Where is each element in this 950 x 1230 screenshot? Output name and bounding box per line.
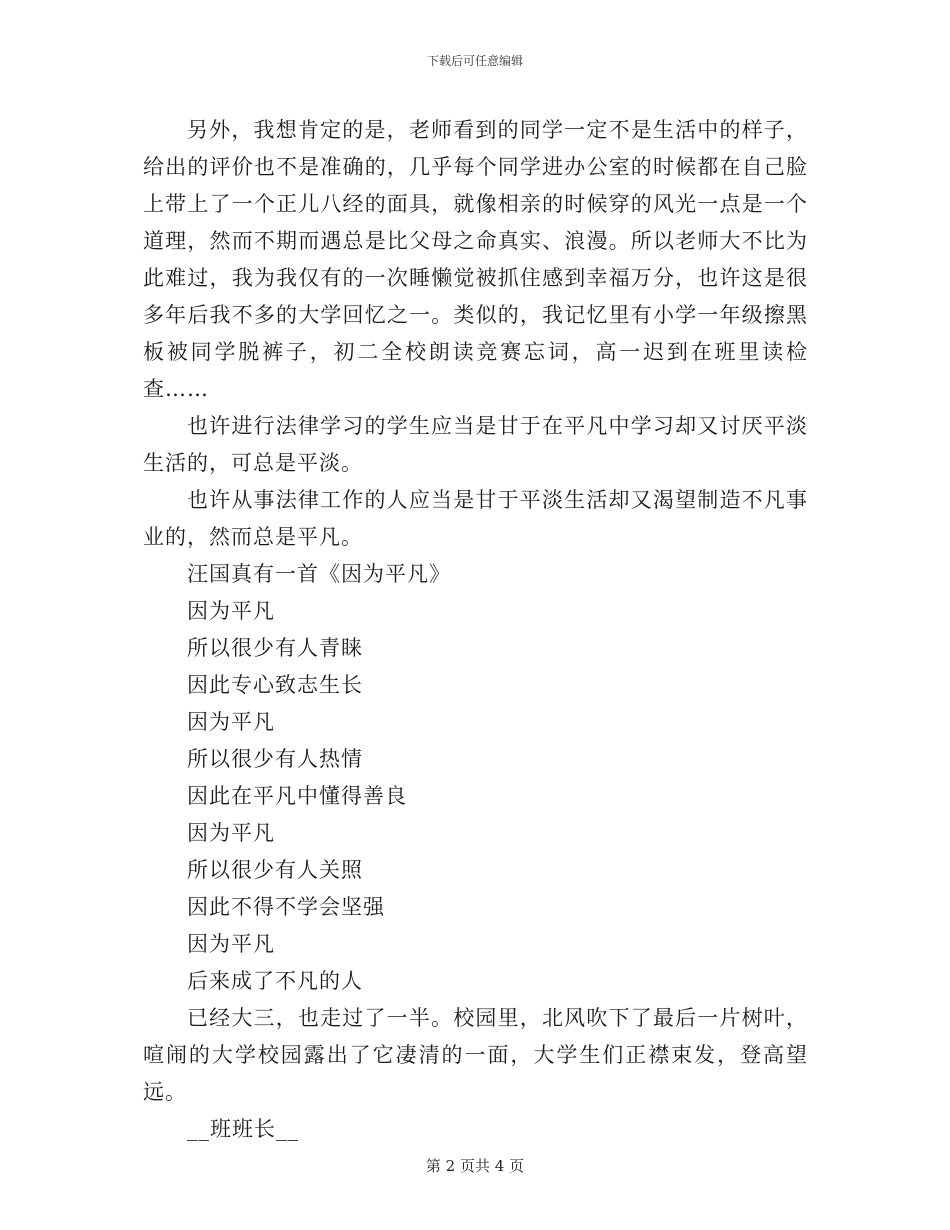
poem-line: 所以很少有人青睐: [187, 636, 363, 660]
paragraph-law-students: 也许进行法律学习的学生应当是甘于在平凡中学习却又讨厌平淡生活的，可总是平淡。: [143, 414, 808, 475]
paragraph-law-workers: 也许从事法律工作的人应当是甘于平淡生活却又渴望制造不凡事业的，然而总是平凡。: [143, 488, 808, 549]
paragraph-closing: 已经大三，也走过了一半。校园里，北风吹下了最后一片树叶，喧闹的大学校园露出了它凄清的一面，大学生们正襟束发，登高望远。: [143, 1006, 808, 1104]
poem-line: 因为平凡: [187, 932, 275, 956]
poem-line: 因此专心致志生长: [187, 673, 363, 697]
poem: [143, 556, 808, 1000]
poem-line: 后来成了不凡的人: [187, 969, 363, 993]
poem-line: 因此不得不学会坚强: [187, 895, 385, 919]
poem-line: 因为平凡: [187, 710, 275, 734]
poem-line: 因为平凡: [187, 821, 275, 845]
poem-line: 因为平凡: [187, 599, 275, 623]
page-number: 第 2 页共 4 页: [425, 1157, 525, 1175]
document-body: [143, 112, 808, 1148]
poem-line: 所以很少有人关照: [187, 858, 363, 882]
signature: __班班长__: [187, 1117, 299, 1141]
poem-intro-line: 汪国真有一首《因为平凡》: [187, 562, 451, 586]
poem-line: 所以很少有人热情: [187, 747, 363, 771]
poem-line: 因此在平凡中懂得善良: [187, 784, 407, 808]
paragraph-teacher-evaluation: 另外，我想肯定的是，老师看到的同学一定不是生活中的样子，给出的评价也不是准确的，几乎每个同学进办公室的时候都在自己脸上带上了一个正儿八经的面具，就像相亲的时候穿的风光一点是一个道理，然而不期而遇总是比父母之命真实、浪漫。所以老师大不比为此难过，我为我仅有的一次睡懒觉被抓住感到幸福万分，也许这是很多年后我不多的大学回忆之一。类似的，我记忆里有小学一年级擦黑板被同学脱裤子，初二全校朗读竞赛忘词，高一迟到在班里读检查……: [143, 118, 808, 401]
page-header: 下载后可任意编辑: [426, 54, 523, 68]
